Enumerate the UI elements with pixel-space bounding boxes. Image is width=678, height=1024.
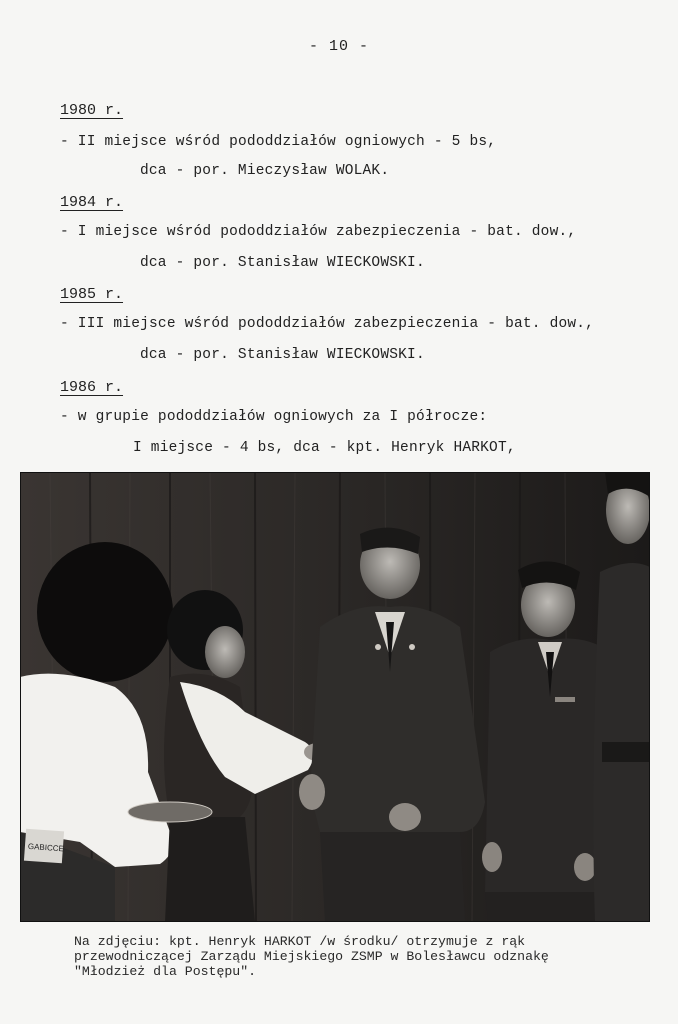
jeans-label: GABICCE: [27, 841, 65, 854]
photo-caption: [74, 934, 654, 979]
entry-commander: dca - por. Stanisław WIECKOWSKI.: [140, 255, 425, 271]
entry-commander: I miejsce - 4 bs, dca - kpt. Henryk HARKOT,: [133, 440, 516, 456]
entry-commander: dca - por. Mieczysław WOLAK.: [140, 163, 390, 179]
year-heading: 1986 r.: [60, 379, 124, 396]
entry-line: - III miejsce wśród pododdziałów zabezpieczenia - bat. dow.,: [60, 316, 595, 332]
year-heading: 1980 r.: [60, 102, 124, 119]
page-number: - 10 -: [308, 38, 369, 55]
caption-line: "Młodzież dla Postępu".: [74, 964, 257, 979]
ceremony-photo-image: [20, 472, 650, 922]
caption-line: Na zdjęciu: kpt. Henryk HARKOT /w środku/ otrzymuje z rąk: [74, 934, 526, 949]
year-heading: 1984 r.: [60, 194, 124, 211]
entry-line: - II miejsce wśród pododdziałów ogniowych - 5 bs,: [60, 134, 497, 150]
year-heading: 1985 r.: [60, 286, 124, 303]
entry-line: - w grupie pododdziałów ogniowych za I półrocze:: [60, 409, 488, 425]
entry-line: - I miejsce wśród pododdziałów zabezpieczenia - bat. dow.,: [60, 224, 577, 240]
caption-line: przewodniczącej Zarządu Miejskiego ZSMP w Bolesławcu odznakę: [74, 949, 549, 964]
entry-commander: dca - por. Stanisław WIECKOWSKI.: [140, 347, 425, 363]
ceremony-photo: [20, 472, 650, 922]
